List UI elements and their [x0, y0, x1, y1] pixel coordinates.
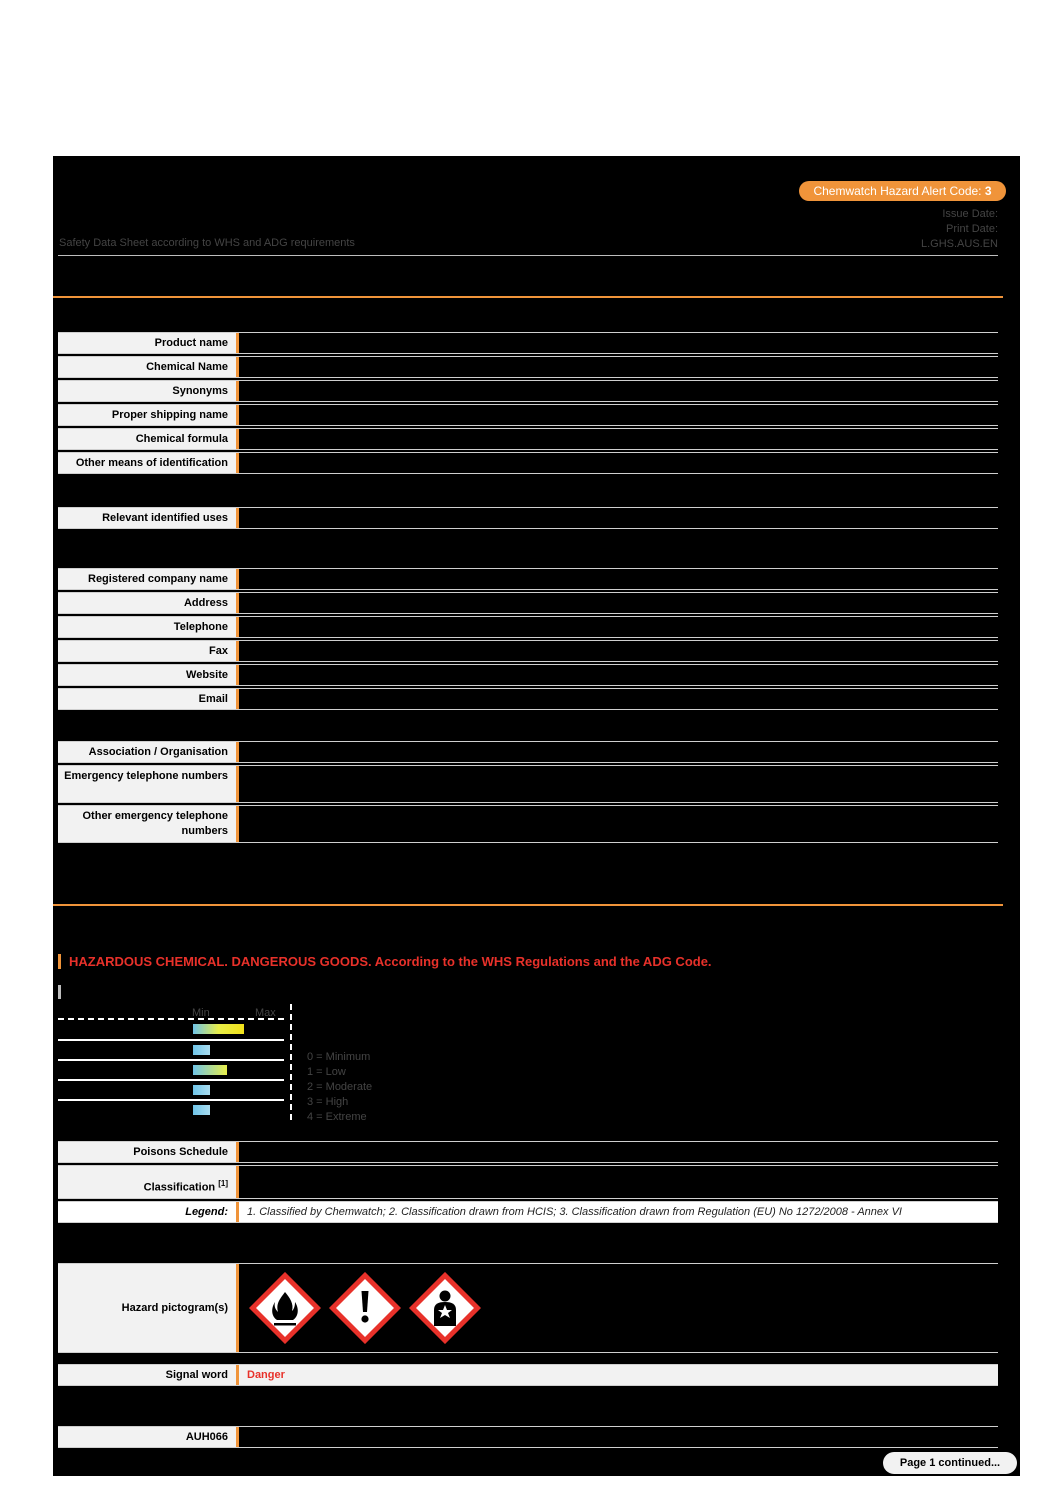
row-value — [239, 593, 998, 613]
identification-table — [58, 332, 998, 476]
classification-table — [58, 1141, 998, 1225]
print-date-label: Print Date: — [946, 223, 998, 235]
row-label: Chemical Name — [58, 357, 239, 377]
risk-rating-diagram — [58, 1004, 288, 1122]
table-row — [58, 592, 998, 614]
signal-word-label: Signal word — [58, 1365, 239, 1385]
table-row — [58, 805, 998, 843]
risk-divider — [58, 1079, 284, 1081]
table-row — [58, 640, 998, 662]
table-row — [58, 1141, 998, 1163]
auh-label: AUH066 — [58, 1427, 239, 1447]
row-label: Other emergency telephone numbers — [58, 806, 239, 842]
row-label: Chemical formula — [58, 429, 239, 449]
row-value — [239, 665, 998, 685]
risk-divider — [58, 1059, 284, 1061]
row-label: Fax — [58, 641, 239, 661]
auh-table — [58, 1426, 998, 1450]
signal-word-value: Danger — [239, 1365, 998, 1385]
doc-code: L.GHS.AUS.EN — [920, 238, 998, 250]
table-row — [58, 1426, 998, 1448]
row-label: Synonyms — [58, 381, 239, 401]
exclamation-icon — [329, 1272, 401, 1344]
row-value — [239, 617, 998, 637]
section-divider — [53, 296, 1003, 298]
table-row — [58, 664, 998, 686]
table-row — [58, 404, 998, 426]
row-value — [239, 641, 998, 661]
row-value — [239, 1142, 998, 1162]
row-value — [239, 357, 998, 377]
risk-bar-reactivity — [193, 1085, 210, 1095]
row-value — [239, 405, 998, 425]
poisons-schedule-label: Poisons Schedule — [58, 1142, 239, 1162]
risk-bar-toxicity — [193, 1045, 210, 1055]
risk-divider — [58, 1039, 284, 1041]
risk-min-label: Min — [192, 1007, 210, 1019]
hazard-heading: HAZARDOUS CHEMICAL. DANGEROUS GOODS. According to the WHS Regulations and the ADG Code. — [58, 954, 712, 969]
table-row — [58, 1263, 998, 1353]
risk-scale — [307, 1050, 372, 1125]
row-value — [239, 569, 998, 589]
legend-row — [58, 1201, 998, 1223]
issue-date-label: Issue Date: — [942, 208, 998, 220]
row-value — [239, 766, 998, 802]
pictogram-label: Hazard pictogram(s) — [58, 1264, 239, 1352]
row-value — [239, 429, 998, 449]
hazard-alert-badge — [799, 181, 1006, 201]
uses-table — [58, 507, 998, 531]
flame-icon — [249, 1272, 321, 1344]
row-value — [239, 806, 998, 842]
row-label: Product name — [58, 333, 239, 353]
scale-item: 0 = Minimum — [307, 1051, 371, 1063]
risk-divider — [58, 1018, 284, 1020]
table-row — [58, 452, 998, 474]
row-value — [239, 333, 998, 353]
subsection-marker — [58, 985, 61, 999]
emergency-table — [58, 741, 998, 845]
scale-item: 1 = Low — [307, 1066, 346, 1078]
classification-label-cell — [58, 1166, 239, 1198]
scale-item: 4 = Extreme — [307, 1111, 367, 1123]
row-label: Registered company name — [58, 569, 239, 589]
header-divider — [58, 255, 998, 256]
classification-label: Classification — [143, 1181, 216, 1194]
row-value — [239, 453, 998, 473]
risk-divider — [58, 1099, 284, 1101]
pictogram-list — [239, 1264, 481, 1352]
legend-label: Legend: — [58, 1202, 239, 1222]
hazard-alert-code: 3 — [984, 184, 992, 198]
row-value — [239, 381, 998, 401]
table-row — [58, 1364, 998, 1386]
risk-divider — [290, 1004, 292, 1120]
hazard-alert-label: Chemwatch Hazard Alert Code: — [813, 184, 982, 198]
risk-bar-flammability — [193, 1024, 244, 1034]
row-label: Address — [58, 593, 239, 613]
row-label: Telephone — [58, 617, 239, 637]
row-label: Association / Organisation — [58, 742, 239, 762]
table-row — [58, 380, 998, 402]
row-value — [239, 1166, 998, 1198]
pictogram-table — [58, 1263, 998, 1353]
legend-text: 1. Classified by Chemwatch; 2. Classification drawn from HCIS; 3. Classification drawn from Regulation (EU) No 1272/2008 - Annex VI — [239, 1202, 998, 1222]
table-row — [58, 428, 998, 450]
table-row — [58, 1165, 998, 1199]
row-label: Emergency telephone numbers — [58, 766, 239, 802]
row-value — [239, 508, 998, 528]
table-row — [58, 356, 998, 378]
row-label: Other means of identification — [58, 453, 239, 473]
table-row — [58, 332, 998, 354]
row-value — [239, 1427, 998, 1447]
table-row — [58, 568, 998, 590]
table-row — [58, 688, 998, 710]
risk-max-label: Max — [255, 1007, 276, 1019]
section-divider — [53, 904, 1003, 906]
risk-bar-body-contact — [193, 1065, 227, 1075]
supplier-table — [58, 568, 998, 712]
health-hazard-icon — [409, 1272, 481, 1344]
row-label: Relevant identified uses — [58, 508, 239, 528]
row-label: Email — [58, 689, 239, 709]
risk-bar-chronic — [193, 1105, 210, 1115]
row-label: Proper shipping name — [58, 405, 239, 425]
row-label: Website — [58, 665, 239, 685]
table-row — [58, 507, 998, 529]
scale-item: 2 = Moderate — [307, 1081, 373, 1093]
signal-word-table — [58, 1364, 998, 1388]
row-value — [239, 742, 998, 762]
table-row — [58, 616, 998, 638]
row-value — [239, 689, 998, 709]
table-row — [58, 765, 998, 803]
scale-item: 3 = High — [307, 1096, 349, 1108]
sds-subtitle: Safety Data Sheet according to WHS and ADG requirements — [59, 237, 355, 249]
table-row — [58, 741, 998, 763]
page-continued-badge: Page 1 continued... — [883, 1452, 1017, 1474]
classification-sup: [1] — [218, 1179, 228, 1188]
sds-sheet — [53, 156, 1020, 1476]
